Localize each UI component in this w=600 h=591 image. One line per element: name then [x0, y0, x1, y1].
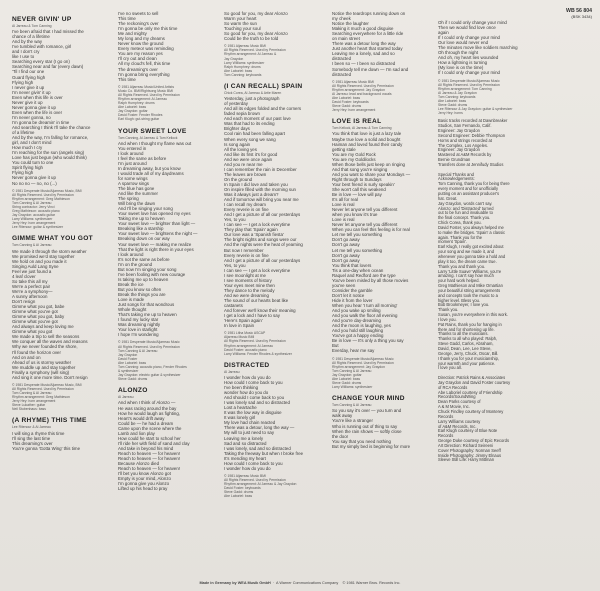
song-lyrics: So you say it's over — you turn and walk away You're like a stranger Who is running out of thing to say When the rain shows — softly close the door You say that you need nothing But my simply bed is beginning for more: [332, 408, 411, 449]
catalog-main: WB 56 804: [566, 8, 592, 14]
liner-notes: Basic tracks recorded at Dawnbreaker Studios, San Fernando, Calif. Engineer: Jay Graydon Second Engineer: Debbie Thompson Horns and strings recorded at The Complex, Los Angeles. Engineer: Jay Graydon Mastered at A&M Records by Bernie Grundman Transfers done at Jennifudy Studios Special Thanks and Acknowledgements: Tom Canning, thank you for being there every moment and for unofficially putting on an assistant producer's hat. Great. Jay Graydon, words can't say. Alonzo: and 'Distracted' turned out to be fun and invaluable to the final concept. Thank you. Chick Corea, thank you. David Foster, you always helped me to make the bridges. 'Spain' a classic again. Thank you for the moment 'Spain'. Earl Klugh, I really got excited about your song and we made it, and whenever you gonna take a hold and play it too, the dream came true. Thank you and thank you. Larry 'Little Suave' Williams, you're amazing. I can't say how much your hard work helped. Greg Mathieson and Mike Omartian your beautiful string arrangements and concepts took the music to a higher level. Bless you. Bob Brookmeyer, I love you. Thank you. Susan, you're everywhere in this work. I love you. Pat Rains, thank you for hanging in there and for shortening up life. Thanks to all the musicians. Thanks to all who played: Ralph, Steve Gadd, Carlos, Abraham, David, Dean, Lee, Lee Steve, George, Jerry, Chuck, Oscar, Bill. I thank you for your musicianship, your warmth and your patience. I love you all. Direction: Patrick Rains & Associates Jay Graydon and David Foster courtesy of RCA Records Abe Laboriel courtesy of Friendship Records/SoundWing Dean Parks courtesy of A & M Movie, Inc. Chuck Findley courtesy of Monterey Records Larry Williams courtesy of A&M Records, Inc. Earl Klugh courtesy of Blue Note Records George Duke courtesy of Epic Records Art Direction: Richard Seireeni Cover Photography: Norman Seeff Inside Photography: Jimmy Elnaus Sleeve Still Life: Harry Mittman: [438, 118, 511, 463]
song-personnel: © 1981 Desperate Music/Aljarreau Music, BMI All Rights Reserved. Used by Permission Tom Canning & Al Jarreau Rhythm arrangement: Greg Mathieson Jerry Hey: horn arrangement Steve Lukather: guitar Neil Stubenhaus: bass: [12, 382, 82, 412]
song-personnel: © 1981 Desperate Music/Aljarreau Music All Rights Reserved. Used by Permission Rhythm arrangement: Tom Canning Al Jarreau & Jay Graydon Tom Canning: keyboards Abe Laboriel: bass Steve Gadd: drums Lee Ritenour & Jay Graydon: guitar & synthesizer Jerry Hey: horns: [438, 78, 513, 116]
song-lyrics: And when I think of Alonzo — He was racing around the bay How he would laugh as fighting, Heart's would drift away Could be — he had a dream Came upon the scene where the Lamb and lion play How could he start to school her I'll ride her with field of sand and clay And take in beyond his mind Reach to heaven — for heaven! Reach to heaven — for heaven! Because Alonzo died Reach to heaven — for heaven! I'll bet you know Alonzo got Empty is your mind, Alonzo I'm gonna give you Alonzo Lifted up his head to pray: [118, 400, 190, 492]
song-title: DISTRACTED: [224, 361, 270, 369]
song-lyrics: I wonder how do you do How could I come back to you I've been thinking wonder how do you do And should I come back to you I was lonely sad and so distracted Lost a heartache It was the low way in disguise It was lonely girl My love had chain reacted There was a detour, long the way — My will to just need to say Leaving me a lonely Sad and so distracted I was lonely, sad and so distracted Taking the freeway but when I broke free It's mending my heart How could I come back to you I wonder how do you do: [224, 374, 304, 471]
song-title: GIMME WHAT YOU GOT: [12, 235, 93, 243]
song-lyrics: Notice the teardrops running down on my cheek Notice the laughter Making it much a good disguise Searching everywhere for a little ride on main street There was a detour long the way Just another heart that started today Leaving me a lonely, sad and so distracted I been so — I been so distracted Somebody tell me down — I'm sad and distracted: [332, 11, 409, 77]
song-title: ALONZO: [118, 387, 148, 395]
song-personnel: © 1981 Aljarreau Music BMI All Rights Reserved. Used by Permission Rhythm arrangement: Al Jarreau & Jay Graydon David Foster: keyboards Steve Gadd: drums Abe Laboriel: bass: [224, 473, 297, 499]
song-credit: Chick Corea, Al Jarreau & Artie Maren: [224, 91, 282, 96]
footer-company: A Warner Communications Company: [275, 581, 339, 585]
song-title: NEVER GIVIN' UP: [12, 16, 72, 23]
song-lyrics: I will sing a rhyme this time I'll sing the last time This dreaming's over You're gonna 'Gotta Wing' this time: [12, 430, 81, 451]
song-credit: Tom Canning, Al Jarreau & Tom Kellock: [118, 135, 178, 140]
song-credit: Tom Canning & Al Jarreau: [332, 403, 372, 408]
song-title: YOUR SWEET LOVE: [118, 127, 187, 135]
catalog-sub: (BSK 3434): [571, 14, 592, 19]
song-personnel: © 1981 Desperate Music/Aljarreau Music, BMI All Rights Reserved. Used by Permission Rhythm arrangement: Greg Mathieson Tom Canning & Al Jarreau String contractor: Jerry Vinci Greg Mathieson: acoustic piano Jay Graydon: acoustic guitar Larry Williams: synthesizer Jerry Hey: horn arrangement Lee Ritenour: guitar & synthesizer: [12, 188, 82, 230]
column-1: [12, 10, 110, 571]
song-credit: Tom Canning & Al Jarreau: [12, 243, 52, 248]
song-personnel: © 1981 Litha Music ASCAP Aljarreau Music BMI All Rights Reserved. Used by Permission Rhythm arrangement: Al Jarreau David Foster: acoustic piano Larry Williams: Fender Rhodes & synthesizer: [224, 331, 292, 356]
column-2: [118, 10, 216, 571]
column-5: [438, 10, 594, 571]
song-title: (I CAN RECALL) SPAIN: [224, 83, 303, 91]
song-lyrics: You think that love is just a lazy tale Maybe true love a solid and bought Haiman and loved found their candy getting stale You are my Gold Rock You are my Goldilocks When those bells just keep on ringing And that song you're singing And you want to share your Mondays — Right through to Sundays Your best friend is surly speakin' She won't call this weakend Be in love — love will pay It's all for real Love is real Never let anyone tell you different when you know it's true Love is real Never let anyone tell you different When you can feel this feeling is for real Let me tell you something Don't go away Don't go away Let me tell you something Don't go away Don't go away You think that lovers Tis a one-day when ocean Raquel and Redford are the type You've been misled by all those movies you've seen Consider the gamble Don't let it notice Hide it from the lover When you hear 'I turn all morning' And you wake up smiling And you walk the floor all evening And you're day-dreaming And the moon is laughing, yes And you hold still laughing You've got a happy ending Be in love — It's only a thing you say But Everday, hear me say: [332, 131, 411, 354]
song-lyrics: We made it through the storm weather We promised we'd stay together We hold on and you made it Singing Auld Lang Syne Feel we just found a 4 leaf clover So take this all my We're a perfect pair We're a symphony— A sunny afternoon Don't resign Gimme what you got, babe Gimme what you've got Gimme what you got, baby Gimme what you've got And always and keep loving me Gimme what you got We made a trip to sell the seasons We conquer all the waves and reasons Why we never founded the shore, I'll found the horizon over And on and on Ahead of us is stormy weather We muddle up and stay together Finally a symphony (will sing) And sing it one more time. Don't resign: [12, 248, 88, 380]
song-lyrics: And when I thought my flame was out You entered in I look around I feel the same as before I'm just around In dreaming away, but you know I would trade all of my daydreams for some wings A sparrow sings The blue has gone And like the summer The spring Will bring the dawn And I'll be singing your song Your sweet love has opened my eyes Taking me up to heaven Your sweet love — brighter than light — Breaking like a starship Your sweet love — brightens the night — Breaking down on our way Your sweet love — making me realize That the light is right there in your eyes I look around It's not the same as before I'm on the ground But now I'm singing your song I've been fooling with new courage Is taking me up to heaven Break the ice But you know so often Break the things you are Love is made Just songs for that wondrous Whole thought That's taking me up to heaven I found my lucky star Was dreaming nightly Your love in starlight I hope I'm wondering: [118, 140, 198, 338]
footer-copyright: © 1981 Warner Bros. Records Inc.: [342, 581, 401, 585]
footer: Made in Germany by WEA Musik GmbH · A Warner Communications Company © 1981 Warner Bros. Records Inc.: [199, 581, 401, 585]
column-4: [332, 10, 430, 571]
song-credit: Al Jarreau: [118, 395, 134, 400]
song-personnel: © 1981 Desperate Music/Aljarreau Music All Rights Reserved. Used by Permission Rhythm arrangement: Jay Graydon Tom Canning & Al Jarreau Jay Graydon: guitar Abe Laboriel: bass Steve Gadd: drums Larry Williams: synthesizer: [332, 356, 394, 390]
song-lyrics: Yesterday, just a photograph of yesterday And all its edges folded and the corners faded sepia brown And each moment of our past love Was that had to its ending Brighter days Cool rain had been falling apart When every song we sang Is song again All the loving yes And like its first it's for good And we were once again And you re near me I can remember the rain in December The leaves are brown On the ground In Spain I did love and taken you On inspire filled with the morning sun Was it always just a dream? And if tomorrow will bring you near me I can recall my dream Every reverie is on fine And I get a picture of all our yesterdays Yes, to you I can see — I get a lock everytime They play that 'Spain' again Our love was a 'Spanish fiesta' The bright nights and songs were our And the nights were the heat of yearning But now I remember Every reverie is on fine And I get a picture of all our yesterdays Yes, to you I can see — I get a lock everytime I see moonlight at me I see moments of history Your eyes meet mine then They dance to the melody And we were dreaming The sound of our hearts beat like castanets And forever we'll know their meaning I get a lock and I have to say 'Here's Spain again' In love in Spain: [224, 96, 303, 329]
song-credit: Tom Kellock, Al Jarreau & Tom Canning: [332, 126, 392, 131]
column-3: [224, 10, 324, 571]
song-personnel: © 1981 Desperate Music/Aljarreau Music All Rights Reserved. Used by Permission Tom Canning & Al Jarreau Jay Graydon David Foster Abe Laboriel: bass Tom Canning: acoustic piano, Fender Rhodes & synthesizer Jay Graydon: electric guitar & synthesizer Steve Gadd: drums: [118, 340, 187, 382]
song-title: CHANGE YOUR MIND: [332, 395, 405, 403]
song-lyrics: I've been afraid that I had missed the chance of a lifetime And by the way I've tumbled with romance, girl and I don't cry like I use to Searching every star (I go on) Searching near and far (every dawn) 'Til I find our one Guard flying high Flying high I never give it up I'm never givin' it up Even when this life is over Never give it up Never gonna give it up Even when the life is over I'm never gonna, no I'm gonna be dreamin' in time And searching I think I'll take the chance of a lifetime And by the way, I'm falling for romance, girl, and I don't mind How much I cry I'm reaching for the sun (angels sing) Love has just begun (who would think) You could turn to one Spirit flying high Flying high Never gonna give it up No no no — no, no (...): [12, 29, 91, 186]
song-title: (A RHYME) THIS TIME: [12, 417, 87, 425]
song-credit: Al Jarreau & Tom Canning: [12, 24, 52, 28]
song-title: LOVE IS REAL: [332, 118, 382, 126]
song-lyrics: So good for you, my dear Alonzo Warm your heart So warm the sun Touching your soul So good for you, my dear Alonzo Could be the truth to be told: [224, 11, 288, 42]
song-lyrics: I've no sweets to sell This time The reckoning's over I'm gonna be only me this time Me and mighty My long and my dreams Never know the ground Every meteor was reminding You are my reason yes I'll cry out and clean All my cloud's fell, this time The dreaming's over I'm gonna bring everything This time: [118, 11, 178, 82]
song-credit: Al Jarreau: [224, 369, 240, 374]
song-personnel: © 1981 Aljarreau Music BMI All Rights Reserved. Used by Permission Rhythm arrangement: Jay Graydon Al Jarreau: lead and background vocals Abe Laboriel: bass David Foster: keyboards Steve Gadd: drums Jerry Hey: horn arrangement: [332, 79, 394, 113]
song-lyrics: Oh if I could only change your mind Then we would find love once again If I could only change your mind Our love would never end The minutes move like soldiers marching Oh through the night And oh, my heart lies wounded How a lightning is turning (My love is on the time) If I could only change your mind: [438, 20, 518, 76]
song-personnel: © 1981 Aljarreau Music BMI All Rights Reserved. Used by Permission Rhythm arrangement: Al Jarreau & Jay Graydon Larry Williams: synthesizer Ralph Humphrey: drums Abe Laboriel: bass Tom Canning: keyboards: [224, 44, 286, 77]
song-personnel: © 1981 Aljarreau Music/United Artists Music Co. BMI/Rightsong Music BMI All Rights Reserved. Used by Permission Rhythm arrangement: Al Jarreau Ralph Humphrey: drums Abe Laboriel: bass Jay Graydon: guitar David Foster: Fender Rhodes Earl Klugh: gut-string guitar: [118, 84, 180, 122]
song-credit: Lee Ritenour & Al Jarreau: [12, 425, 51, 430]
footer-made-in: Made in Germany by WEA Musik GmbH: [199, 581, 271, 585]
